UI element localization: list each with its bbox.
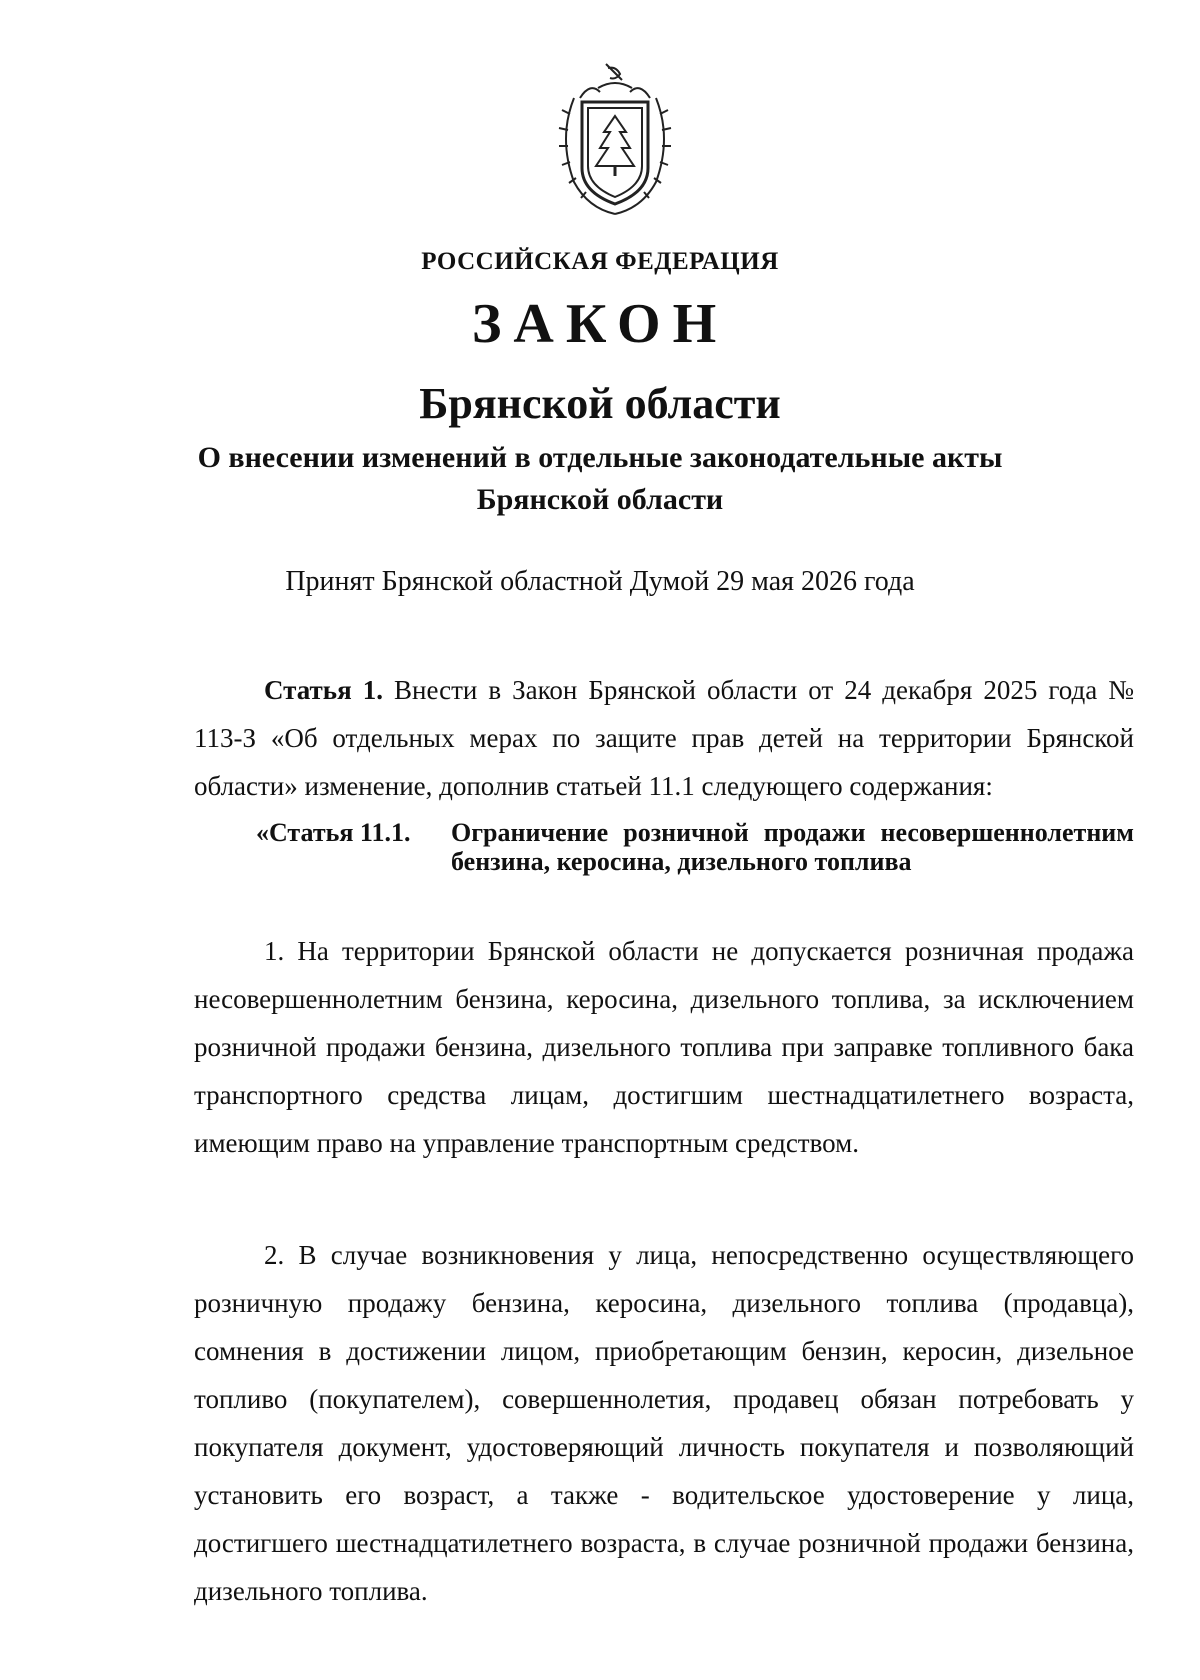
article-11-1-number: «Статья 11.1. <box>256 818 411 847</box>
paragraph-1: 1. На территории Брянской области не допускается розничная продажа несовершеннолетним бензина, керосина, дизельного топлива, за исключением розничной продажи бензина, дизельного топлива при заправке топливного бака транспортного средства лицам, достигшим шестнадцатилетнего возраста, имеющим право на управление транспортным средством. <box>194 936 1134 1158</box>
country-heading: РОССИЙСКАЯ ФЕДЕРАЦИЯ <box>421 248 779 275</box>
article-1-paragraph <box>194 666 1134 810</box>
document-type-heading: ЗАКОН <box>471 293 729 355</box>
article-11-1-title: Ограничение розничной продажи несовершеннолетним бензина, керосина, дизельного топлива <box>451 818 1134 876</box>
article-1-text: Внести в Закон Брянской области от 24 декабря 2025 года № 113-З «Об отдельных мерах по защите прав детей на территории Брянской области» изменение, дополнив статьей 11.1 следующего содержания: <box>194 675 1135 801</box>
article-1-label: Статья 1. <box>264 675 383 705</box>
law-title-text: О внесении изменений в отдельные законодательные акты Брянской области <box>197 441 1003 516</box>
paragraph-2: 2. В случае возникновения у лица, непосредственно осуществляющего розничную продажу бензина, керосина, дизельного топлива (продавца), сомнения в достижении лицом, приобретающим бензин, керосин, дизельное топливо (покупателем), совершеннолетия, продавец обязан потребовать у покупателя документ, удостоверяющий личность покупателя и позволяющий установить его возраст, а также - водительское удостоверение у лица, достигшего шестнадцатилетнего возраста, в случае розничной продажи бензина, дизельного топлива. <box>194 1240 1134 1606</box>
adoption-line: Принят Брянской областной Думой 29 мая 2026 года <box>285 566 915 597</box>
law-title <box>0 437 1200 521</box>
region-heading: Брянской области <box>419 379 781 428</box>
coat-of-arms-icon <box>540 58 690 218</box>
coat-of-arms-graphic <box>540 58 690 218</box>
